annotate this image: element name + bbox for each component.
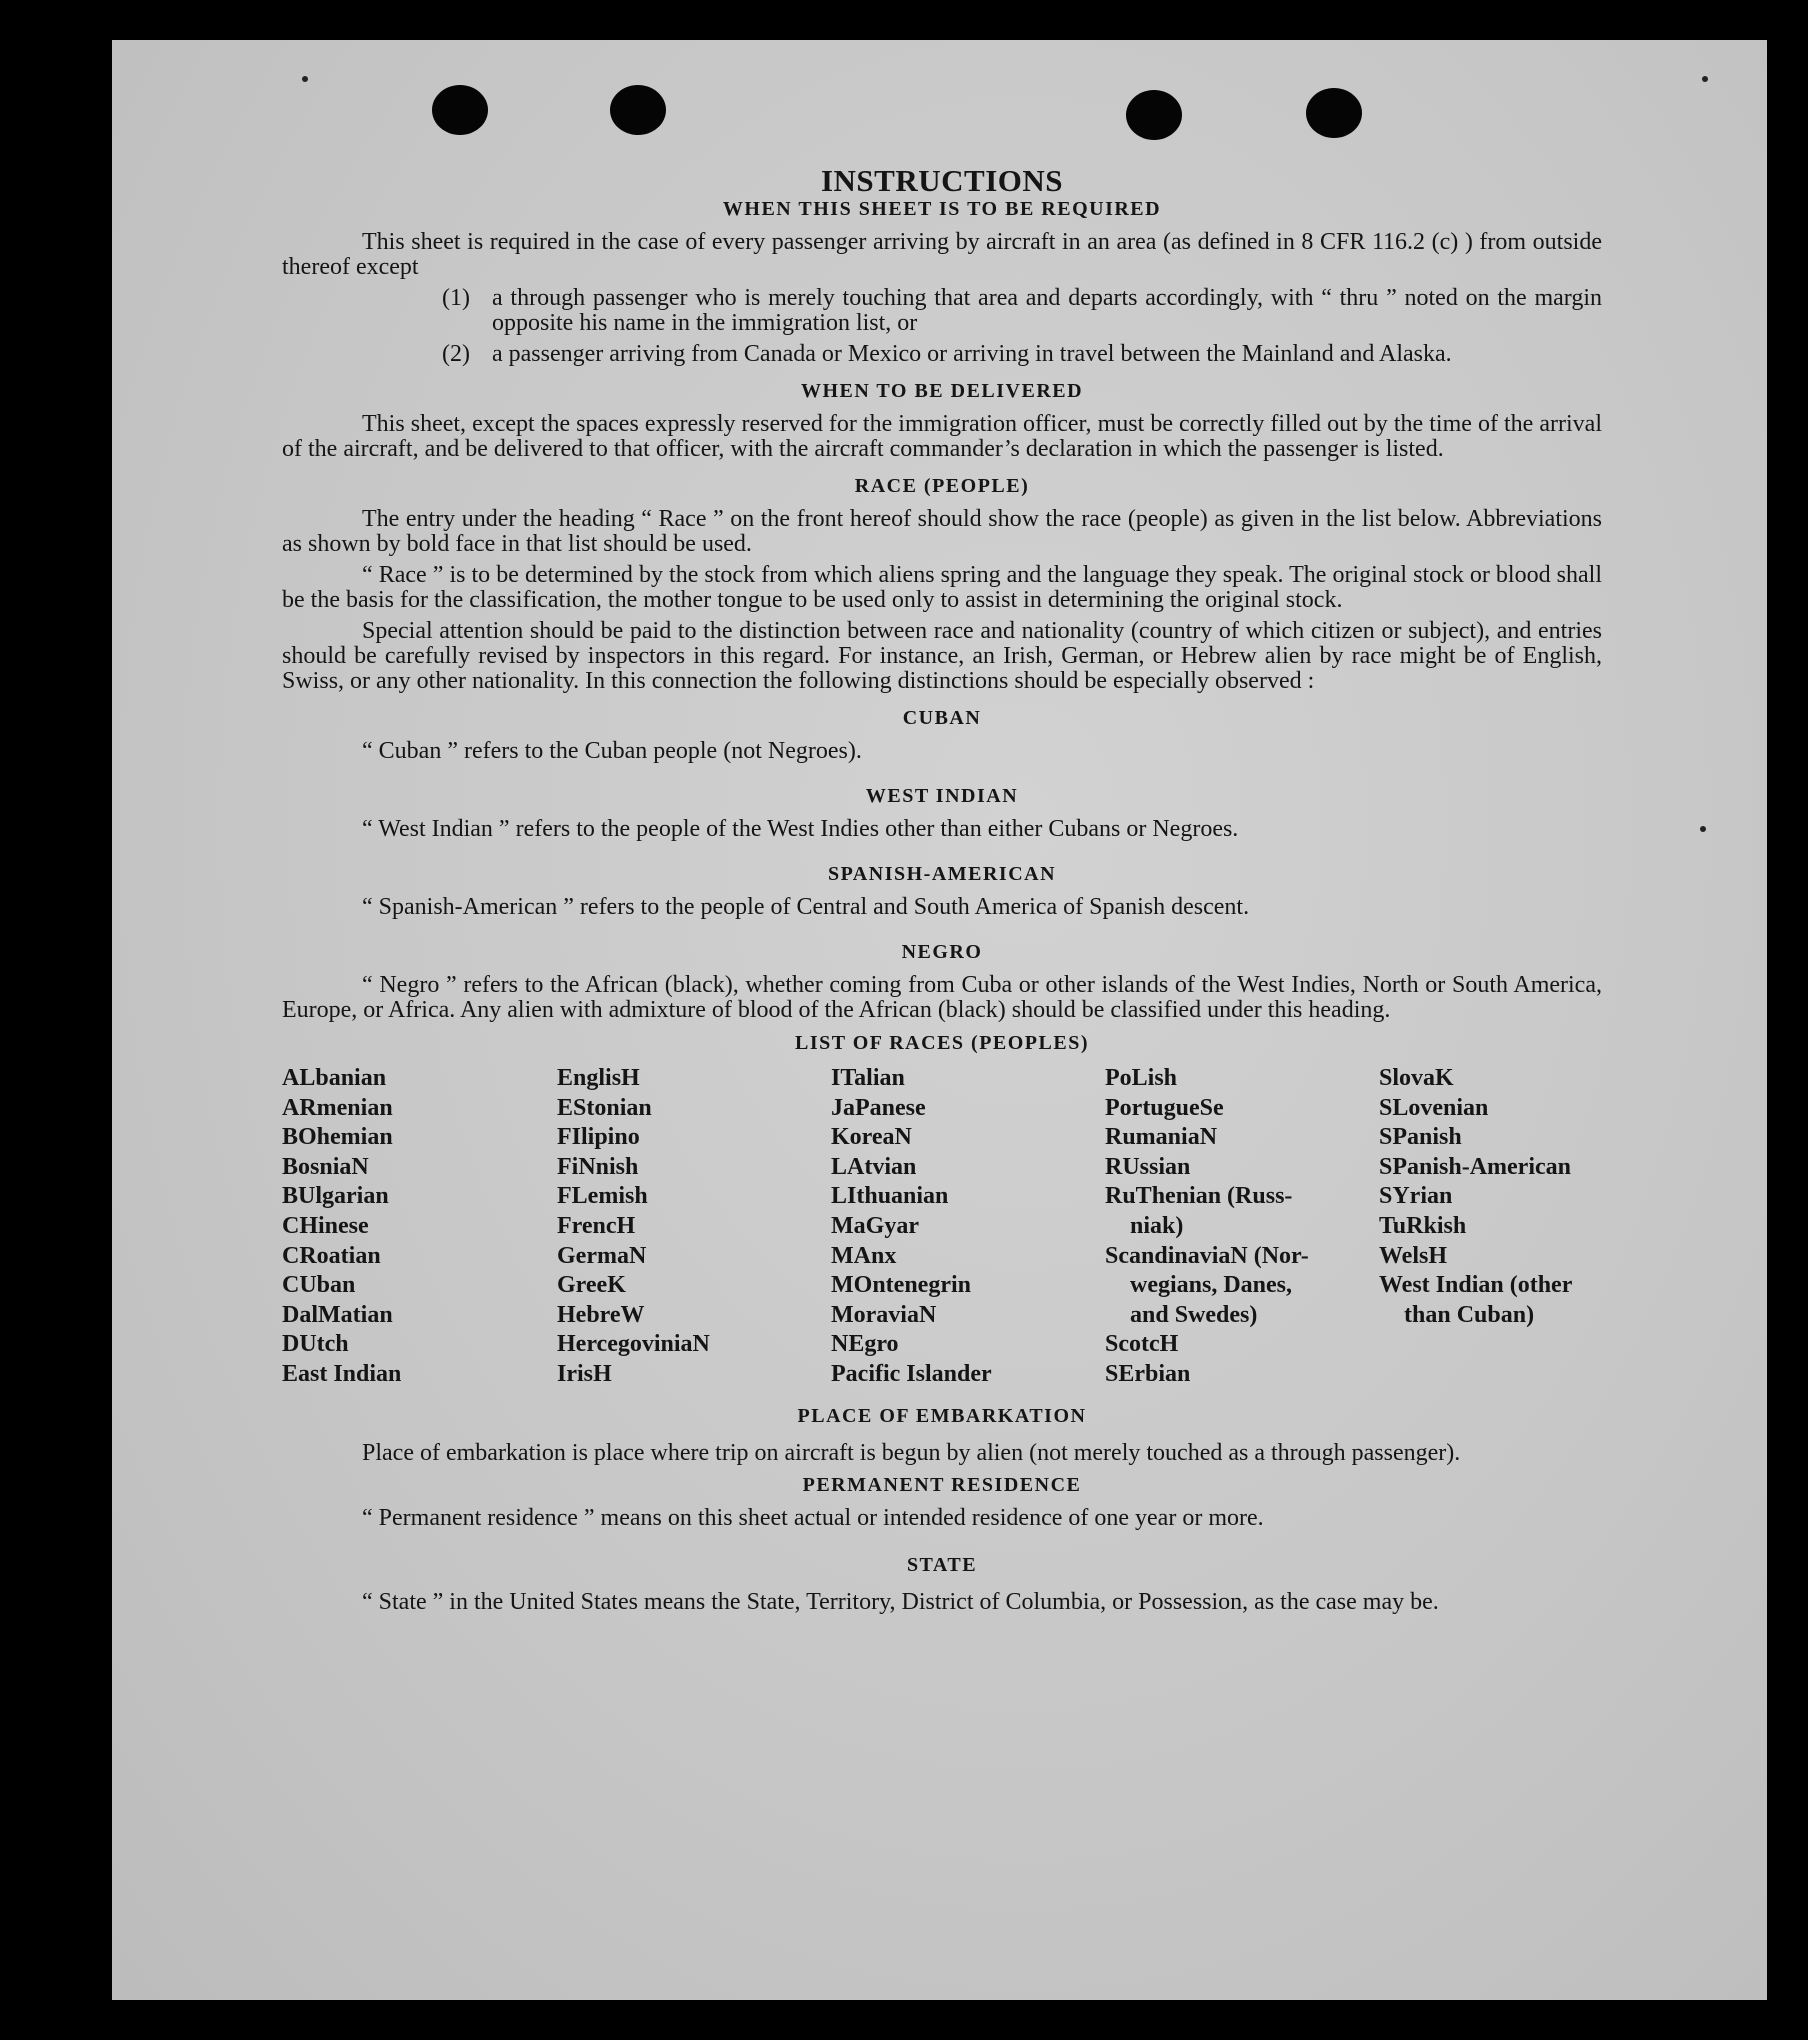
race-entry: SPanish-American [1379,1153,1571,1180]
page-title: INSTRUCTIONS [820,163,1063,198]
paragraph: “ Permanent residence ” means on this sheet actual or intended residence of one year or more. [362,1504,1264,1531]
races-column [1379,1064,1639,1390]
section-heading: WEST INDIAN [865,785,1019,807]
race-entry: MaGyar [831,1212,919,1239]
race-entry: ARmenian [282,1094,393,1121]
race-entry: ALbanian [282,1065,387,1091]
race-entry: GermaN [557,1242,647,1269]
race-entry: BosniaN [282,1153,369,1180]
races-column [557,1064,831,1390]
race-entry: SYrian [1379,1183,1453,1210]
section-heading: STATE [906,1553,978,1576]
paragraph: Special attention should be paid to the distinction between race and nationality (country of which citizen or subject), and entries should be carefully revised by inspectors in this regard. For instance, an Irish, German, or Hebrew alien by race might be of English, Swiss, or any other nationality. In this connection the following distinctions should be especially observed : [282,618,1602,694]
section-heading: WHEN THIS SHEET IS TO BE REQUIRED [722,198,1162,220]
punch-hole [610,85,666,135]
race-entry: MOntenegrin [831,1272,971,1299]
race-entry: LAtvian [831,1153,917,1180]
race-entry: LIthuanian [831,1183,949,1210]
race-entry: FrencH [557,1212,636,1239]
paragraph: This sheet, except the spaces expressly reserved for the immigration officer, must be correctly filled out by the time of the arrival of the aircraft, and be delivered to that officer, with the aircraft commander’s declaration in which the passenger is listed. [282,411,1602,462]
race-entry: SlovaK [1379,1065,1454,1091]
race-entry: MAnx [831,1242,897,1269]
section-heading: SPANISH-AMERICAN [827,863,1057,885]
race-entry: RUssian [1105,1153,1191,1180]
race-entry: Pacific Islander [831,1360,992,1387]
race-entry: BOhemian [282,1124,393,1151]
race-entry: BUlgarian [282,1183,389,1210]
race-entry: RuThenian (Russ- [1105,1183,1293,1210]
race-entry: SPanish [1379,1124,1462,1151]
list-heading: LIST OF RACES (PEOPLES) [794,1032,1089,1054]
paragraph: “ Cuban ” refers to the Cuban people (not Negroes). [362,738,862,764]
race-entry: West Indian (other [1379,1272,1573,1299]
section-heading: RACE (PEOPLE) [854,475,1030,497]
race-entry: HebreW [557,1301,645,1328]
race-entry: CRoatian [282,1242,381,1269]
races-column [282,1064,557,1390]
race-entry: IrisH [557,1360,612,1387]
paragraph: Place of embarkation is place where trip on aircraft is begun by alien (not merely touched as a through passenger). [362,1439,1461,1466]
section-heading: CUBAN [902,707,982,729]
race-entry: EnglisH [557,1065,640,1091]
paragraph: “ Race ” is to be determined by the stock from which aliens spring and the language they speak. The original stock or blood shall be the basis for the classification, the mother tongue to be used only to assist in determining the original stock. [282,562,1602,613]
race-entry: FIlipino [557,1124,640,1151]
race-entry: SLovenian [1379,1094,1489,1121]
race-entry: and Swedes) [1130,1301,1258,1328]
punch-hole [1126,90,1182,140]
paragraph: “ Negro ” refers to the African (black), whether coming from Cuba or other islands of the West Indies, North or South America, Europe, or Africa. Any alien with admixture of blood of the African (black) should be classified under this heading. [282,972,1602,1023]
race-entry: MoraviaN [831,1301,937,1328]
paragraph: “ West Indian ” refers to the people of the West Indies other than either Cubans or Negroes. [362,816,1239,842]
punch-hole [432,85,488,135]
race-entry: FLemish [557,1183,648,1210]
instructions-body [282,163,1602,1619]
races-column [831,1064,1105,1390]
race-entry: DalMatian [282,1301,393,1328]
race-entry: HercegoviniaN [557,1331,710,1358]
race-entry: EStonian [557,1094,652,1121]
item-text: a passenger arriving from Canada or Mexico or arriving in travel between the Mainland and Alaska. [492,341,1452,367]
paragraph: The entry under the heading “ Race ” on the front hereof should show the race (people) as given in the list below. Abbreviations as shown by bold face in that list should be used. [282,506,1602,557]
section-heading: PLACE OF EMBARKATION [797,1404,1087,1427]
races-column [1105,1064,1379,1390]
race-entry: SErbian [1105,1360,1191,1387]
list-item [282,286,1602,336]
race-entry: ScandinaviaN (Nor- [1105,1242,1309,1269]
document-page [112,40,1767,2000]
race-entry: PortugueSe [1105,1094,1224,1121]
race-entry: CUban [282,1272,356,1299]
paragraph: “ State ” in the United States means the State, Territory, District of Columbia, or Possession, as the case may be. [362,1588,1439,1615]
item-number: (1) [442,285,470,311]
races-list [282,1064,1602,1390]
race-entry: ScotcH [1105,1331,1179,1358]
race-entry: PoLish [1105,1065,1178,1091]
item-text: a through passenger who is merely touching that area and departs accordingly, with “ thru ” noted on the margin opposite his name in the immigration list, or [492,285,1602,336]
race-entry: JaPanese [831,1094,926,1121]
section-heading: NEGRO [901,941,983,963]
race-entry: than Cuban) [1404,1301,1535,1328]
race-entry: CHinese [282,1212,369,1239]
section-heading: WHEN TO BE DELIVERED [800,380,1084,402]
race-entry: KoreaN [831,1124,912,1151]
race-entry: DUtch [282,1331,349,1358]
race-entry: GreeK [557,1272,626,1299]
item-number: (2) [442,341,470,367]
race-entry: TuRkish [1379,1212,1467,1239]
race-entry: RumaniaN [1105,1124,1218,1151]
race-entry: WelsH [1379,1242,1448,1269]
speck [1702,76,1708,82]
paragraph: “ Spanish-American ” refers to the people of Central and South America of Spanish descent. [362,894,1250,920]
section-heading: PERMANENT RESIDENCE [802,1473,1082,1496]
paragraph: This sheet is required in the case of every passenger arriving by aircraft in an area (as defined in 8 CFR 116.2 (c) ) from outside thereof except [282,229,1602,280]
speck [1700,826,1706,832]
race-entry: FiNnish [557,1153,639,1180]
race-entry: niak) [1130,1212,1184,1239]
list-item [282,342,1602,367]
race-entry: ITalian [831,1065,905,1091]
speck [302,76,308,82]
punch-hole [1306,88,1362,138]
race-entry: East Indian [282,1360,402,1387]
race-entry: NEgro [831,1331,899,1358]
race-entry: wegians, Danes, [1130,1272,1293,1299]
